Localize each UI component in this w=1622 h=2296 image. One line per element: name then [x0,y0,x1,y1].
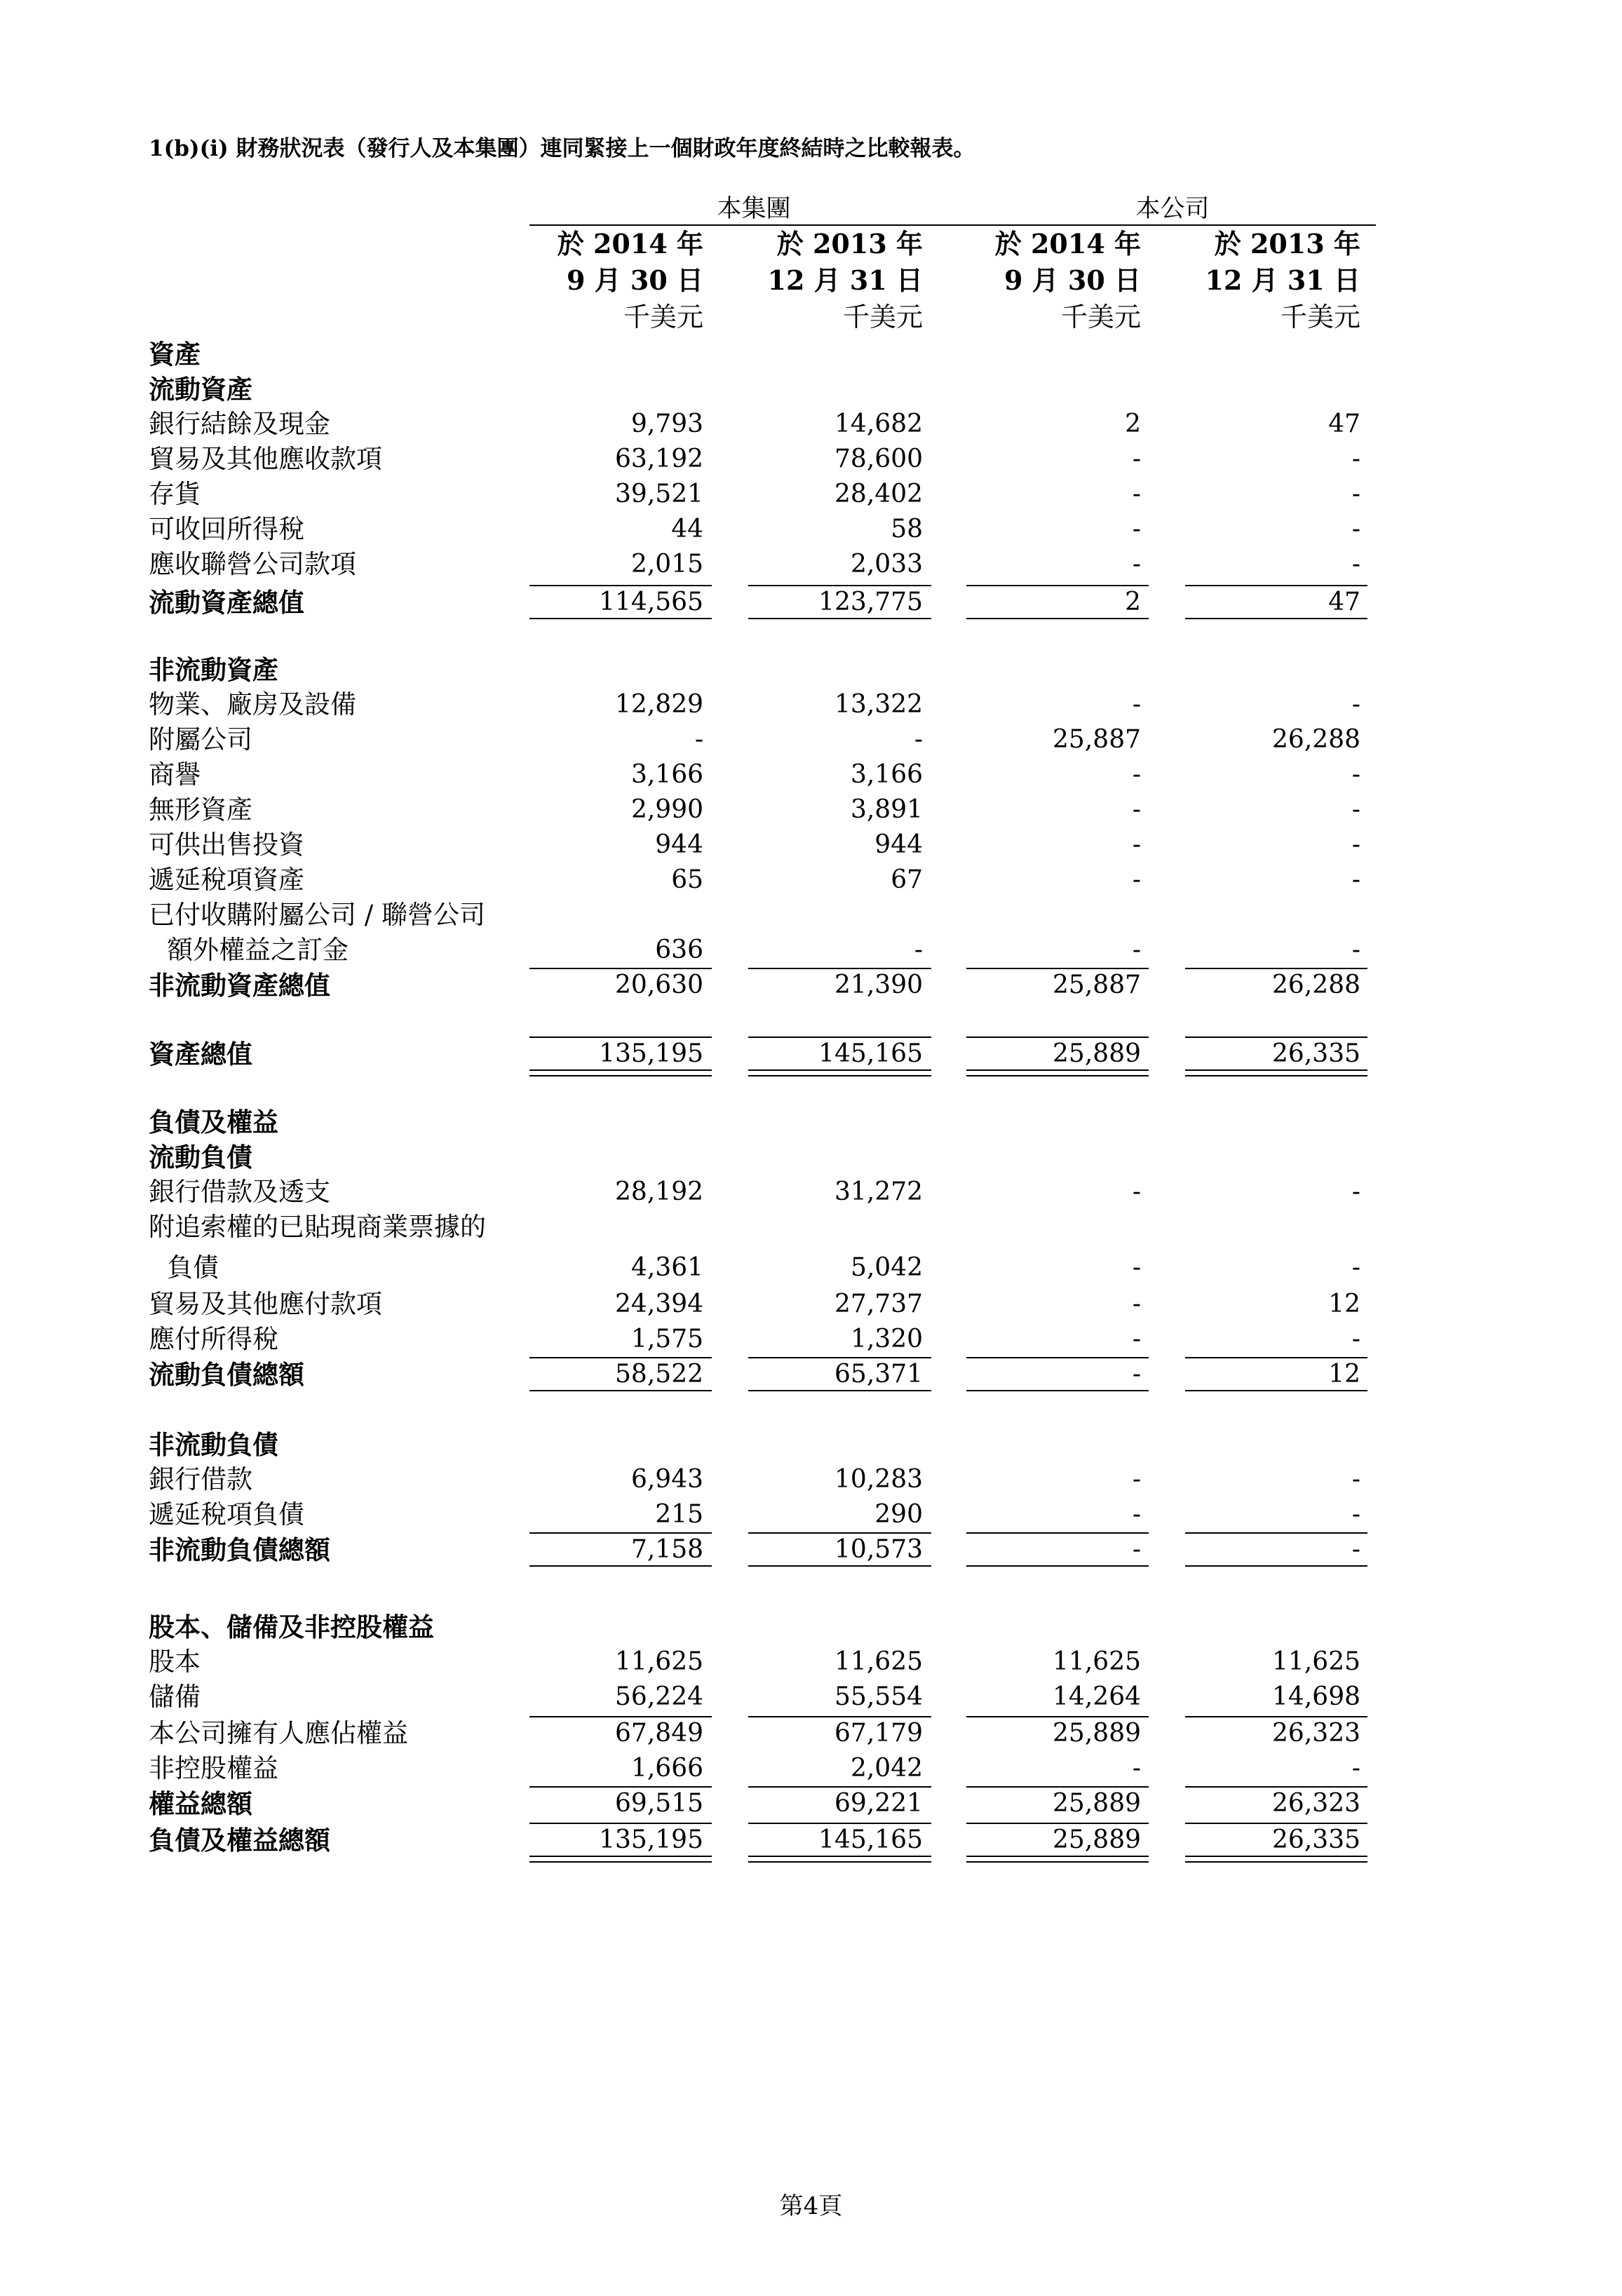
cell-group-2013: 78,600 [834,445,923,473]
cell-company-2014: 2 [1125,588,1141,616]
double-underline [748,1069,931,1076]
total-rule [1185,585,1367,586]
total-rule [529,1565,712,1567]
total-rule [1185,1786,1367,1788]
table-row [0,442,1622,477]
row-label: 應付所得稅 [149,1324,278,1354]
total-rule [748,585,931,586]
cell-group-2013: 65,371 [834,1360,923,1389]
total-rule [1185,1823,1367,1824]
row-label: 本公司擁有人應佔權益 [149,1718,408,1748]
table-row [0,1175,1622,1210]
double-underline [1185,1069,1367,1076]
row-label: 非流動負債 [149,1429,278,1460]
cell-group-2013: 3,891 [850,795,923,824]
cell-company-2013: - [1351,1325,1360,1353]
table-row [0,1287,1622,1322]
table-row [0,1532,1622,1567]
cell-company-2014: 25,889 [1053,1039,1141,1068]
table-row [0,1680,1622,1715]
row-label: 股本 [149,1647,201,1677]
cell-company-2013: - [1351,1754,1360,1783]
cell-company-2013: 11,625 [1272,1647,1360,1676]
cell-company-2013: 26,335 [1272,1825,1360,1854]
cell-company-2013: - [1351,1465,1360,1494]
cell-group-2014: 44 [671,515,703,543]
cell-group-2013: - [914,725,923,754]
cell-company-2013: 26,288 [1272,725,1360,754]
cell-company-2013: 26,288 [1272,971,1360,999]
cell-group-2014: 63,192 [615,445,703,473]
cell-company-2014: - [1132,1253,1141,1282]
total-rule [748,1036,931,1038]
row-label: 負債及權益 [149,1107,278,1137]
cell-group-2013: 2,042 [850,1754,923,1783]
total-rule [529,1823,712,1824]
row-label: 負債及權益總額 [149,1825,330,1856]
row-label: 可供出售投資 [149,830,304,860]
cell-group-2013: 123,775 [818,588,923,616]
total-rule [529,968,712,969]
row-label: 非流動負債總額 [149,1534,330,1565]
total-rule [748,1565,931,1567]
total-rule [748,1786,931,1788]
cell-company-2014: - [1132,690,1141,719]
cell-group-2014: 12,829 [615,690,703,719]
total-rule [1185,1716,1367,1717]
cell-company-2014: - [1132,1360,1141,1389]
total-rule [529,1036,712,1038]
company-header: 本公司 [1135,195,1210,223]
cell-company-2013: - [1351,865,1360,894]
cell-company-2013: - [1351,830,1360,859]
cell-company-2014: 25,887 [1053,971,1141,999]
total-rule [529,1357,712,1358]
table-row [0,898,1622,933]
cell-group-2013: 10,283 [834,1465,923,1494]
cell-company-2014: 25,887 [1053,725,1141,754]
cell-group-2014: 65 [671,865,703,894]
column-header-group-2014: 於 2014 年 9 月 30 日 千美元 [557,228,703,332]
table-row [0,477,1622,512]
cell-group-2013: 28,402 [834,480,923,508]
cell-group-2014: 11,625 [615,1647,703,1676]
total-rule [1185,1532,1367,1534]
cell-group-2014: 135,195 [599,1039,703,1068]
table-row [0,1427,1622,1462]
cell-company-2014: - [1132,760,1141,789]
double-underline [966,1069,1149,1076]
cell-company-2013: - [1351,480,1360,508]
row-label: 可收回所得稅 [149,514,304,544]
cell-group-2014: 2,015 [630,550,703,579]
cell-company-2013: - [1351,936,1360,964]
row-label: 儲備 [149,1682,201,1712]
cell-company-2014: - [1132,1177,1141,1206]
table-row [0,652,1622,687]
total-rule [1185,1390,1367,1391]
table-row [0,968,1622,1003]
total-rule [1185,1565,1367,1567]
table-row [0,863,1622,898]
row-label: 商譽 [149,759,201,790]
cell-company-2014: - [1132,1465,1141,1494]
cell-company-2013: - [1351,1535,1360,1564]
cell-group-2014: 114,565 [599,588,703,616]
cell-group-2014: 67,849 [615,1719,703,1748]
table-row [0,687,1622,722]
cell-group-2013: 5,042 [850,1253,923,1282]
cell-company-2013: - [1351,760,1360,789]
row-label: 資產總值 [149,1039,252,1069]
row-label: 負債 [167,1252,219,1283]
row-label: 物業、廠房及設備 [149,689,356,720]
cell-group-2013: 3,166 [850,760,923,789]
cell-company-2014: - [1132,795,1141,824]
cell-company-2014: - [1132,1754,1141,1783]
cell-group-2014: 215 [655,1500,703,1529]
cell-group-2013: 145,165 [818,1039,923,1068]
cell-group-2013: 21,390 [834,971,923,999]
table-row [0,1786,1622,1821]
total-rule [966,1036,1149,1038]
table-row [0,512,1622,547]
total-rule [1185,1357,1367,1358]
row-label: 股本、儲備及非控股權益 [149,1612,434,1642]
total-rule [966,1390,1149,1391]
cell-group-2013: 944 [874,830,923,859]
row-label: 銀行借款 [149,1464,252,1494]
cell-company-2014: - [1132,830,1141,859]
row-label: 銀行借款及透支 [149,1177,330,1207]
cell-group-2014: 7,158 [630,1535,703,1564]
table-row [0,1322,1622,1357]
cell-group-2014: 1,666 [630,1754,703,1783]
cell-group-2014: 6,943 [630,1465,703,1494]
cell-group-2014: 69,515 [615,1789,703,1818]
total-rule [748,1716,931,1717]
cell-group-2013: 27,737 [834,1290,923,1318]
cell-group-2013: 67,179 [834,1719,923,1748]
row-label: 非流動資產 [149,654,278,685]
cell-group-2014: 58,522 [615,1360,703,1389]
page-number: 第4頁 [779,2192,843,2220]
page-title: 1(b)(i) 財務狀況表（發行人及本集團）連同緊接上一個財政年度終結時之比較報表。 [149,136,975,161]
cell-group-2013: 69,221 [834,1789,923,1818]
cell-company-2014: - [1132,1500,1141,1529]
total-rule [748,1390,931,1391]
cell-company-2013: - [1351,1253,1360,1282]
cell-company-2014: - [1132,515,1141,543]
row-label: 資產 [149,339,201,370]
total-rule [966,1716,1149,1717]
total-rule [1185,1036,1367,1038]
double-underline [529,1856,712,1863]
cell-group-2014: 1,575 [630,1325,703,1353]
cell-company-2014: - [1132,445,1141,473]
total-rule [966,1823,1149,1824]
cell-company-2013: - [1351,795,1360,824]
cell-company-2013: - [1351,550,1360,579]
total-rule [966,618,1149,619]
cell-company-2013: - [1351,1177,1360,1206]
row-label: 流動資產總值 [149,587,304,618]
row-label: 非控股權益 [149,1753,278,1783]
cell-group-2013: 290 [874,1500,923,1529]
table-row [0,407,1622,442]
column-header-group-2013: 於 2013 年 12 月 31 日 千美元 [767,228,923,332]
cell-company-2013: 12 [1328,1290,1360,1318]
total-rule [529,1786,712,1788]
row-label: 遞延稅項負債 [149,1499,304,1529]
double-underline [966,1856,1149,1863]
cell-group-2014: 135,195 [599,1825,703,1854]
cell-company-2013: 47 [1328,410,1360,438]
column-header-company-2014: 於 2014 年 9 月 30 日 千美元 [994,228,1141,332]
row-label: 存貨 [149,479,201,509]
cell-group-2014: 39,521 [615,480,703,508]
cell-company-2013: 12 [1328,1360,1360,1389]
cell-company-2013: - [1351,445,1360,473]
total-rule [748,1532,931,1534]
cell-company-2014: - [1132,1290,1141,1318]
row-label: 附屬公司 [149,724,252,755]
cell-company-2014: - [1132,865,1141,894]
total-rule [1185,618,1367,619]
cell-group-2013: 145,165 [818,1825,923,1854]
cell-company-2013: - [1351,1500,1360,1529]
table-row [0,1823,1622,1858]
cell-group-2014: 944 [655,830,703,859]
cell-group-2013: 10,573 [834,1535,923,1564]
cell-group-2014: 9,793 [630,410,703,438]
cell-group-2013: 11,625 [834,1647,923,1676]
cell-group-2013: 14,682 [834,410,923,438]
cell-group-2014: 3,166 [630,760,703,789]
row-label: 附追索權的已貼現商業票據的 [149,1212,486,1242]
cell-group-2013: 13,322 [834,690,923,719]
cell-company-2014: 11,625 [1053,1647,1141,1676]
cell-company-2014: 25,889 [1053,1789,1141,1818]
cell-company-2013: 14,698 [1272,1682,1360,1711]
table-row [0,722,1622,757]
double-underline [529,1069,712,1076]
table-row [0,792,1622,828]
row-label: 應收聯營公司款項 [149,549,356,579]
total-rule [748,1357,931,1358]
cell-group-2014: 636 [655,936,703,964]
row-label: 銀行結餘及現金 [149,409,330,439]
total-rule [966,1532,1149,1534]
cell-group-2013: 58 [891,515,923,543]
cell-company-2013: 47 [1328,588,1360,616]
cell-company-2013: 26,335 [1272,1039,1360,1068]
row-label: 額外權益之訂金 [167,935,349,965]
total-rule [966,585,1149,586]
table-row [0,1645,1622,1680]
table-row [0,757,1622,792]
row-label: 流動負債 [149,1142,252,1173]
cell-group-2014: 2,990 [630,795,703,824]
total-rule [748,618,931,619]
table-row [0,1140,1622,1175]
cell-group-2014: 24,394 [615,1290,703,1318]
table-row [0,1751,1622,1786]
cell-company-2013: - [1351,690,1360,719]
total-rule [966,1786,1149,1788]
total-rule [1185,968,1367,969]
table-row [0,1036,1622,1072]
cell-company-2014: 25,889 [1053,1719,1141,1748]
total-rule [529,585,712,586]
group-header: 本集團 [717,195,791,223]
total-rule [529,1716,712,1717]
row-label: 貿易及其他應付款項 [149,1289,382,1319]
total-rule [966,1357,1149,1358]
table-row [0,337,1622,372]
total-rule [748,1823,931,1824]
row-label: 非流動資產總值 [149,970,330,1001]
cell-company-2014: 2 [1125,410,1141,438]
row-label: 流動負債總額 [149,1359,304,1390]
row-label: 流動資產 [149,374,252,405]
cell-company-2013: 26,323 [1272,1789,1360,1818]
table-row [0,828,1622,863]
total-rule [966,968,1149,969]
cell-group-2013: - [914,936,923,964]
cell-company-2014: - [1132,1535,1141,1564]
cell-group-2014: 4,361 [630,1253,703,1282]
cell-group-2013: 55,554 [834,1682,923,1711]
row-label: 貿易及其他應收款項 [149,444,382,474]
cell-company-2013: 26,323 [1272,1719,1360,1748]
table-row [0,1462,1622,1497]
total-rule [966,1565,1149,1567]
cell-company-2013: - [1351,515,1360,543]
total-rule [529,1390,712,1391]
table-row [0,585,1622,620]
cell-company-2014: - [1132,1325,1141,1353]
cell-group-2013: 31,272 [834,1177,923,1206]
double-underline [748,1856,931,1863]
cell-company-2014: - [1132,550,1141,579]
cell-group-2014: 28,192 [615,1177,703,1206]
cell-company-2014: - [1132,936,1141,964]
row-label: 權益總額 [149,1788,252,1819]
double-underline [1185,1856,1367,1863]
row-label: 無形資產 [149,795,252,825]
table-row [0,1609,1622,1645]
cell-company-2014: 14,264 [1053,1682,1141,1711]
cell-group-2013: 67 [891,865,923,894]
table-row [0,1497,1622,1532]
cell-company-2014: 25,889 [1053,1825,1141,1854]
total-rule [748,968,931,969]
row-label: 遞延稅項資產 [149,865,304,895]
table-row [0,1250,1622,1285]
table-row [0,1210,1622,1245]
cell-group-2014: 20,630 [615,971,703,999]
total-rule [529,618,712,619]
table-row [0,1105,1622,1140]
cell-group-2013: 2,033 [850,550,923,579]
table-row [0,933,1622,968]
row-label: 已付收購附屬公司 / 聯營公司 [149,900,485,930]
cell-group-2014: 56,224 [615,1682,703,1711]
cell-group-2013: 1,320 [850,1325,923,1353]
table-row [0,1716,1622,1751]
cell-group-2014: - [694,725,703,754]
table-row [0,547,1622,582]
column-header-company-2013: 於 2013 年 12 月 31 日 千美元 [1205,228,1360,332]
cell-company-2014: - [1132,480,1141,508]
table-row [0,1357,1622,1392]
total-rule [529,1532,712,1534]
table-row [0,372,1622,407]
